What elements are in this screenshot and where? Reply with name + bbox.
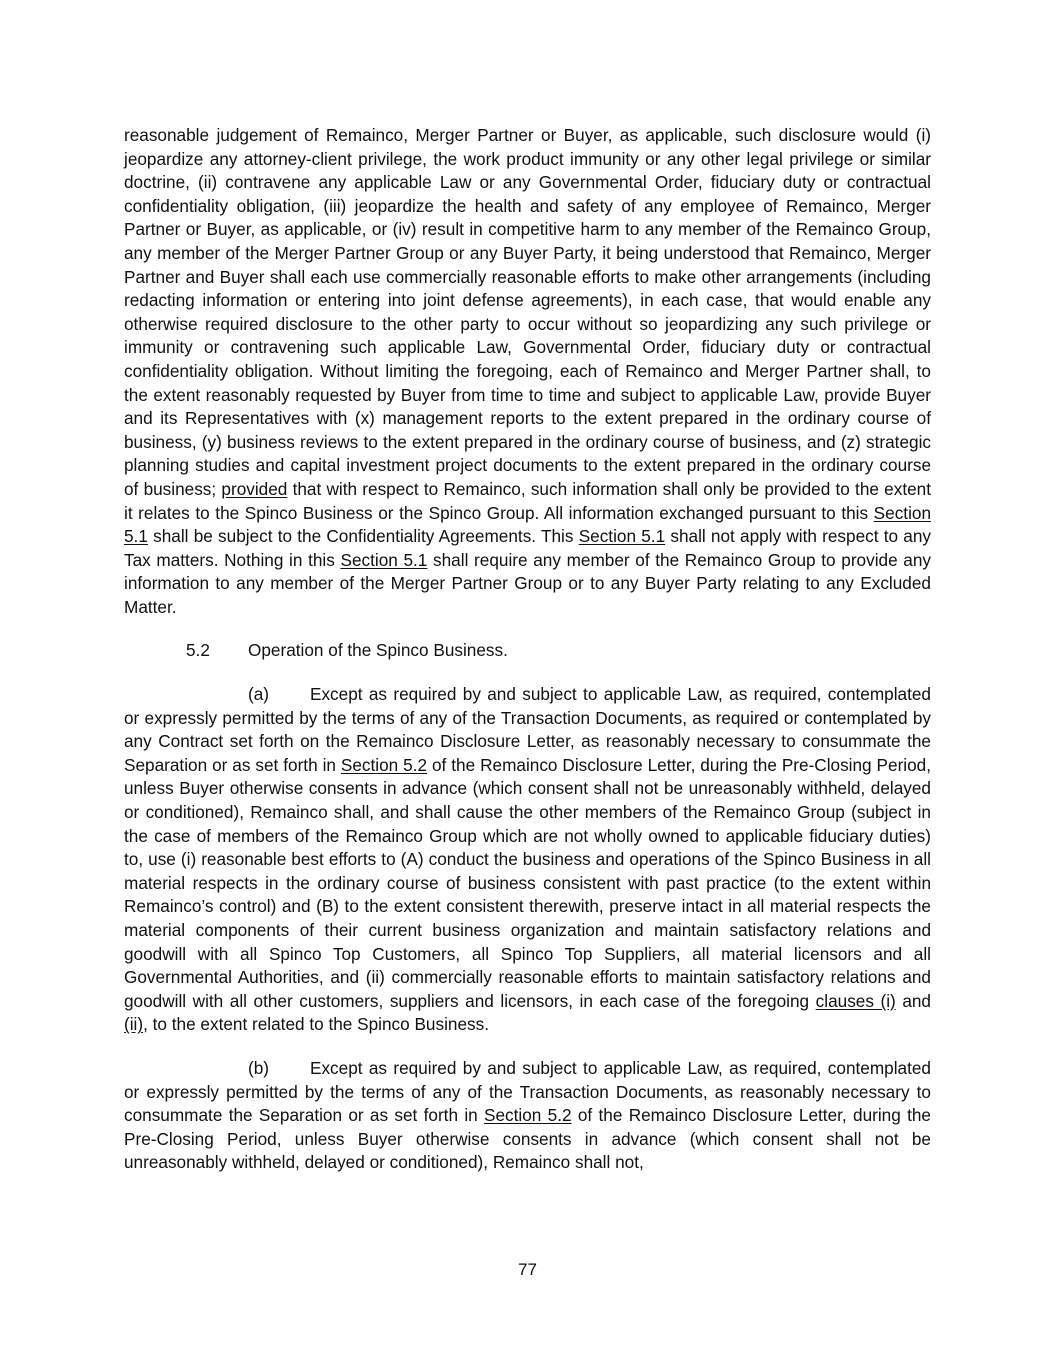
- subsection-label: (a): [248, 684, 270, 705]
- section-number: 5.2: [186, 640, 210, 661]
- text-run: of the Remainco Disclosure Letter, during the Pre-Closing Period, unless Buyer otherwise consents in advance (which consent shall not be unreasonably withheld, delayed or conditioned), Remainco shall not,: [124, 1105, 931, 1173]
- text-run: of the Remainco Disclosure Letter, during the Pre-Closing Period, unless Buyer otherwise consents in advance (which consent shall not be unreasonably withheld, delayed or conditioned), Remainco shall, and shall cause the other members of the Remainco Group (subject in the case of members of the Remainco Group which are not wholly owned to applicable fiduciary duties) to, use (i) reasonable best efforts to (A) conduct the business and operations of the Spinco Business in all material respects in the ordinary course of business consistent with past practice (to the extent within Remainco’s control) and (B) to the extent consistent therewith, preserve intact in all material respects the material components of their current business organization and maintain satisfactory relations and goodwill with all Spinco Top Customers, all Spinco Top Suppliers, all material licensors and all Governmental Authorities, and (ii) commercially reasonable efforts to maintain satisfactory relations and goodwill with all other customers, suppliers and licensors, in each case of the foregoing: [124, 754, 932, 1011]
- section-reference: Section 5.1: [340, 549, 428, 570]
- subsection-label: (b): [248, 1057, 270, 1078]
- text-run: Except as required by and subject to applicable Law, as required, contemplated or expressly permitted by the terms of any of the Transaction Documents, as required or contemplated by any Contract set forth on the Remainco Disclosure Letter, as reasonably necessary to consummate the Separation or as set forth in: [124, 684, 931, 775]
- text-run: Except as required by and subject to applicable Law, as required, contemplated or expressly permitted by the terms of any of the Transaction Documents, as reasonably necessary to consummate the Separation or as set forth in: [124, 1057, 931, 1126]
- provided-term: provided: [221, 478, 288, 499]
- text-run: , to the extent related to the Spinco Business.: [143, 1014, 489, 1035]
- clause-reference: clauses (i): [815, 990, 896, 1011]
- paragraph-continuation: [124, 124, 931, 619]
- page-number: 77: [518, 1260, 537, 1279]
- subsection-b: [124, 1057, 931, 1175]
- text-run: shall not apply with respect to any Tax matters. Nothing in this: [124, 526, 932, 570]
- section-title: Operation of the Spinco Business.: [248, 640, 508, 661]
- text-run: and: [895, 990, 931, 1011]
- section-reference: Section 5.1: [578, 526, 666, 547]
- section-reference: Section 5.2: [340, 754, 428, 775]
- clause-reference: (ii): [124, 1014, 144, 1035]
- text-run: shall require any member of the Remainco Group to provide any information to any member of the Merger Partner Group or to any Buyer Party relating to any Excluded Matter.: [124, 549, 931, 617]
- section-heading: [124, 639, 931, 663]
- text-run: shall be subject to the Confidentiality Agreements. This: [147, 526, 579, 547]
- subsection-a: [124, 683, 931, 1037]
- section-reference: Section 5.1: [124, 502, 931, 547]
- text-run: reasonable judgement of Remainco, Merger Partner or Buyer, as applicable, such disclosure would (i) jeopardize any attorney-client privilege, the work product immunity or any other legal privilege or similar doctrine, (ii) contravene any applicable Law or any Governmental Order, fiduciary duty or contractual confidentiality obligation, (iii) jeopardize the health and safety of any employee of Remainco, Merger Partner or Buyer, as applicable, or (iv) result in competitive harm to any member of the Remainco Group, any member of the Merger Partner Group or any Buyer Party, it being understood that Remainco, Merger Partner and Buyer shall each use commercially reasonable efforts to make other arrangements (including redacting information or entering into joint defense agreements), in each case, that would enable any otherwise required disclosure to the other party to occur without so jeopardizing any such privilege or immunity or contravening such applicable Law, Governmental Order, fiduciary duty or contractual confidentiality obligation. Without limiting the foregoing, each of Remainco and Merger Partner shall, to the extent reasonably requested by Buyer from time to time and subject to applicable Law, provide Buyer and its Representatives with (x) management reports to the extent prepared in the ordinary course of business, (y) business reviews to the extent prepared in the ordinary course of business, and (z) strategic planning studies and capital investment project documents to the extent prepared in the ordinary course of business;: [124, 125, 931, 499]
- text-run: that with respect to Remainco, such information shall only be provided to the extent it relates to the Spinco Business or the Spinco Group. All information exchanged pursuant to this: [124, 478, 931, 523]
- document-body: [124, 124, 931, 1175]
- section-reference: Section 5.2: [484, 1105, 572, 1126]
